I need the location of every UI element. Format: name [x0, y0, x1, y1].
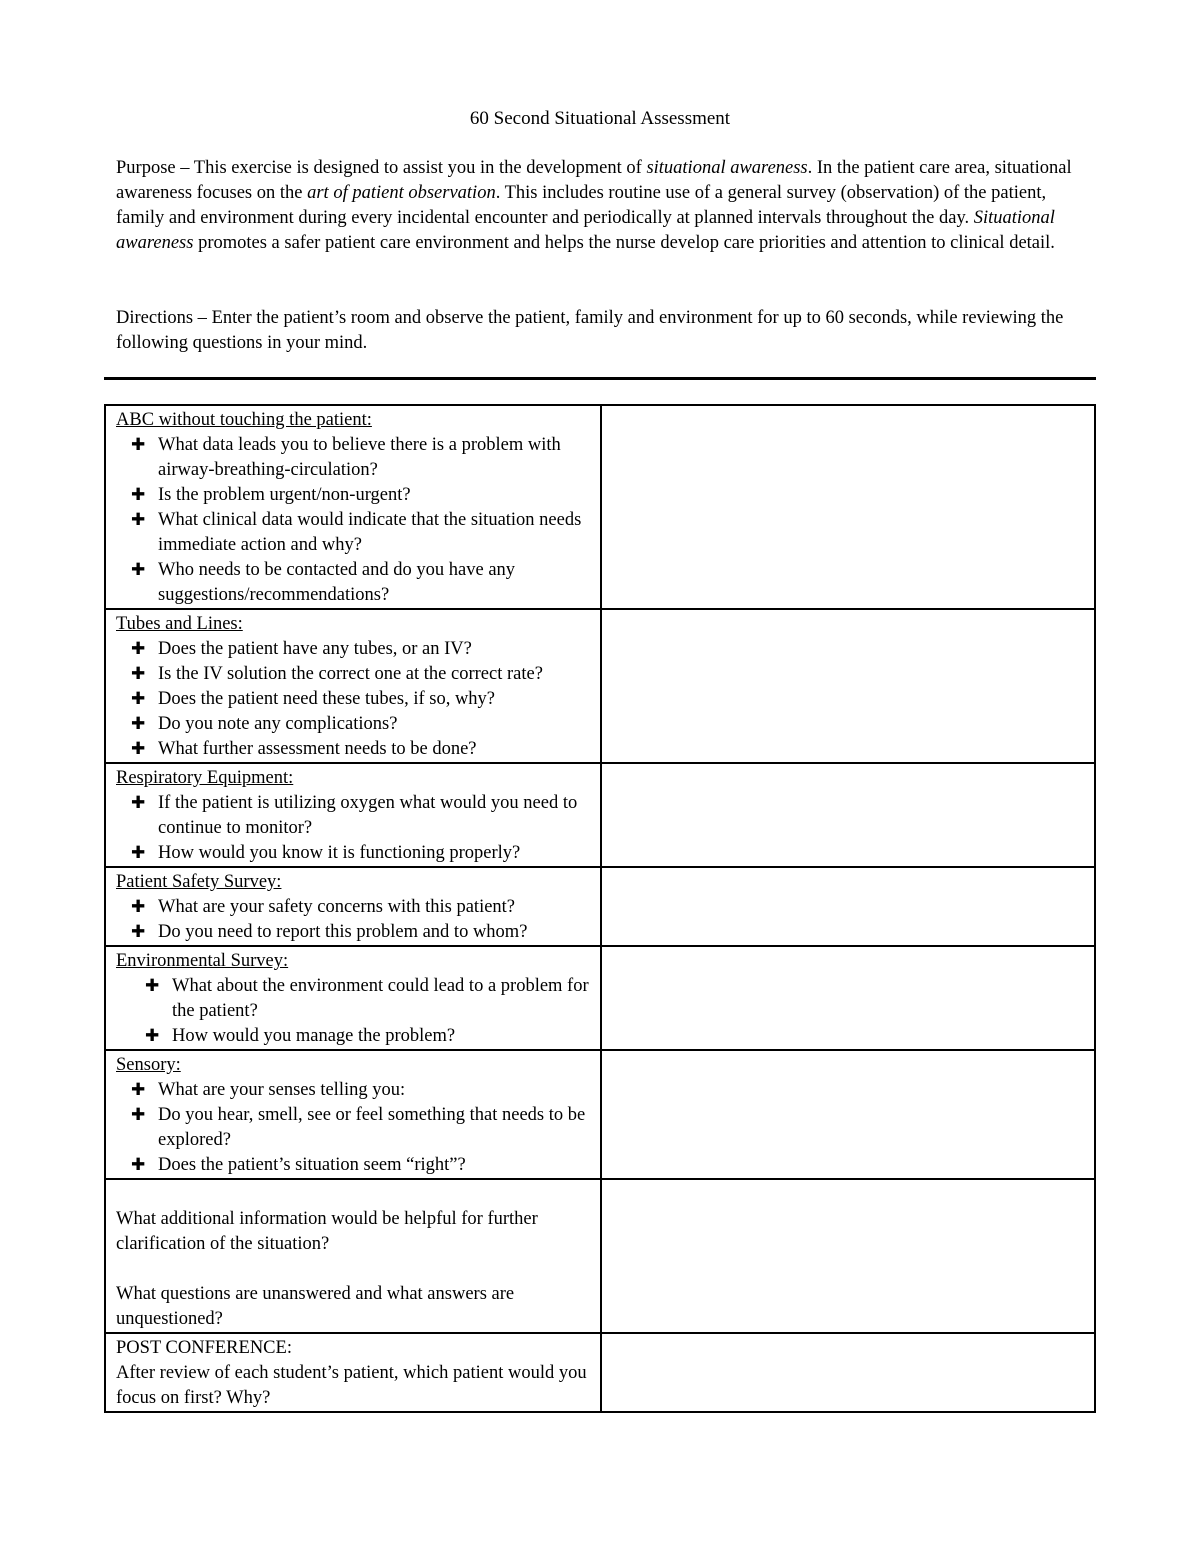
plus-bullet-icon: ✚	[131, 485, 146, 505]
table-row	[105, 946, 1095, 1050]
bullet-list	[116, 895, 592, 945]
bullet-list	[116, 433, 592, 608]
list-item	[131, 920, 592, 945]
question-cell	[105, 1050, 601, 1179]
plus-bullet-icon: ✚	[131, 714, 146, 734]
purpose-paragraph	[116, 156, 1091, 256]
plus-bullet-icon: ✚	[131, 922, 146, 942]
purpose-label: Purpose –	[116, 158, 194, 178]
answer-cell[interactable]	[601, 763, 1095, 867]
list-item	[131, 1153, 592, 1178]
list-item	[131, 737, 592, 762]
list-item-text: Who needs to be contacted and do you have any suggestions/recommendations?	[158, 560, 516, 605]
purpose-emphasis-2: art of patient observation	[307, 183, 496, 203]
list-item-text: Does the patient need these tubes, if so, why?	[158, 689, 496, 709]
list-item	[131, 508, 592, 558]
list-item-text: Is the problem urgent/non-urgent?	[158, 485, 411, 505]
table-row	[105, 867, 1095, 946]
plus-bullet-icon: ✚	[131, 739, 146, 759]
purpose-text-2: . In the patient care area, situational awareness focuses on the	[116, 158, 1072, 203]
section-heading: Patient Safety Survey:	[116, 872, 282, 892]
list-item-text: What about the environment could lead to a problem for the patient?	[172, 976, 589, 1021]
question-cell	[105, 946, 601, 1050]
plus-bullet-icon: ✚	[145, 1026, 160, 1046]
directions-paragraph	[116, 306, 1091, 356]
list-item	[131, 558, 592, 608]
list-item-text: How would you know it is functioning properly?	[158, 843, 521, 863]
plus-bullet-icon: ✚	[131, 689, 146, 709]
list-item-text: What are your senses telling you:	[158, 1080, 406, 1100]
directions-text: Enter the patient’s room and observe the patient, family and environment for up to 60 seconds, while reviewing the following questions in your mind.	[116, 308, 1064, 353]
unanswered-questions-question: What questions are unanswered and what answers are unquestioned?	[116, 1284, 515, 1329]
purpose-emphasis-3: Situational awareness	[116, 208, 1055, 253]
list-item	[131, 637, 592, 662]
post-conference-question: After review of each student’s patient, which patient would you focus on first? Why?	[116, 1363, 587, 1408]
bullet-list	[116, 791, 592, 866]
answer-cell[interactable]	[601, 609, 1095, 763]
question-cell	[105, 1333, 601, 1412]
section-heading: Environmental Survey:	[116, 951, 289, 971]
bullet-list	[116, 974, 592, 1049]
answer-cell[interactable]	[601, 1050, 1095, 1179]
plus-bullet-icon: ✚	[131, 435, 146, 455]
question-cell	[105, 867, 601, 946]
question-cell	[105, 1179, 601, 1333]
list-item-text: What clinical data would indicate that the situation needs immediate action and why?	[158, 510, 582, 555]
list-item-text: What data leads you to believe there is a problem with airway-breathing-circulation?	[158, 435, 561, 480]
plus-bullet-icon: ✚	[131, 1080, 146, 1100]
purpose-emphasis-1: situational awareness	[646, 158, 808, 178]
list-item	[131, 483, 592, 508]
bullet-list	[116, 1078, 592, 1178]
list-item	[131, 687, 592, 712]
page-title: 60 Second Situational Assessment	[469, 108, 731, 129]
list-item	[131, 712, 592, 737]
list-item-text: Is the IV solution the correct one at the correct rate?	[158, 664, 543, 684]
list-item-text: What further assessment needs to be done?	[158, 739, 477, 759]
horizontal-divider	[104, 377, 1096, 380]
plus-bullet-icon: ✚	[145, 976, 160, 996]
list-item-text: Do you note any complications?	[158, 714, 398, 734]
answer-cell[interactable]	[601, 946, 1095, 1050]
bullet-list	[116, 637, 592, 762]
section-heading: Sensory:	[116, 1055, 181, 1075]
list-item-text: Does the patient have any tubes, or an IV?	[158, 639, 472, 659]
plus-bullet-icon: ✚	[131, 1105, 146, 1125]
list-item	[131, 791, 592, 841]
answer-cell[interactable]	[601, 1333, 1095, 1412]
list-item-text: If the patient is utilizing oxygen what would you need to continue to monitor?	[158, 793, 578, 838]
list-item-text: Do you need to report this problem and to whom?	[158, 922, 528, 942]
plus-bullet-icon: ✚	[131, 793, 146, 813]
list-item-text: Do you hear, smell, see or feel something that needs to be explored?	[158, 1105, 586, 1150]
plus-bullet-icon: ✚	[131, 897, 146, 917]
table-row	[105, 405, 1095, 609]
answer-cell[interactable]	[601, 867, 1095, 946]
answer-cell[interactable]	[601, 1179, 1095, 1333]
table-row	[105, 1050, 1095, 1179]
list-item	[131, 1103, 592, 1153]
table-row	[105, 763, 1095, 867]
list-item-text: How would you manage the problem?	[172, 1026, 456, 1046]
additional-info-question: What additional information would be helpful for further clarification of the situation?	[116, 1209, 538, 1254]
plus-bullet-icon: ✚	[131, 1155, 146, 1175]
table-row	[105, 1179, 1095, 1333]
assessment-table	[104, 404, 1096, 1413]
answer-cell[interactable]	[601, 405, 1095, 609]
list-item	[131, 662, 592, 687]
question-cell	[105, 405, 601, 609]
question-cell	[105, 763, 601, 867]
purpose-text-4: promotes a safer patient care environment and helps the nurse develop care priorities and attention to clinical detail.	[193, 233, 1055, 253]
purpose-text-1: This exercise is designed to assist you in the development of	[193, 158, 647, 178]
list-item	[131, 1078, 592, 1103]
list-item-text: Does the patient’s situation seem “right”?	[158, 1155, 466, 1175]
list-item	[131, 895, 592, 920]
plus-bullet-icon: ✚	[131, 639, 146, 659]
list-item	[145, 974, 592, 1024]
list-item	[131, 433, 592, 483]
spacer	[116, 1257, 592, 1282]
plus-bullet-icon: ✚	[131, 843, 146, 863]
spacer	[116, 1182, 592, 1207]
plus-bullet-icon: ✚	[131, 664, 146, 684]
list-item-text: What are your safety concerns with this patient?	[158, 897, 516, 917]
plus-bullet-icon: ✚	[131, 510, 146, 530]
plus-bullet-icon: ✚	[131, 560, 146, 580]
question-cell	[105, 609, 601, 763]
list-item	[131, 841, 592, 866]
directions-label: Directions –	[116, 308, 212, 328]
section-heading: Respiratory Equipment:	[116, 768, 294, 788]
list-item	[145, 1024, 592, 1049]
section-heading: Tubes and Lines:	[116, 614, 243, 634]
table-row	[105, 609, 1095, 763]
post-conference-heading: POST CONFERENCE:	[116, 1338, 292, 1358]
purpose-text-3: . This includes routine use of a general survey (observation) of the patient, family and environment during every incidental encounter and periodically at planned intervals throughout the day.	[116, 183, 1047, 228]
table-row	[105, 1333, 1095, 1412]
section-heading: ABC without touching the patient:	[116, 410, 372, 430]
